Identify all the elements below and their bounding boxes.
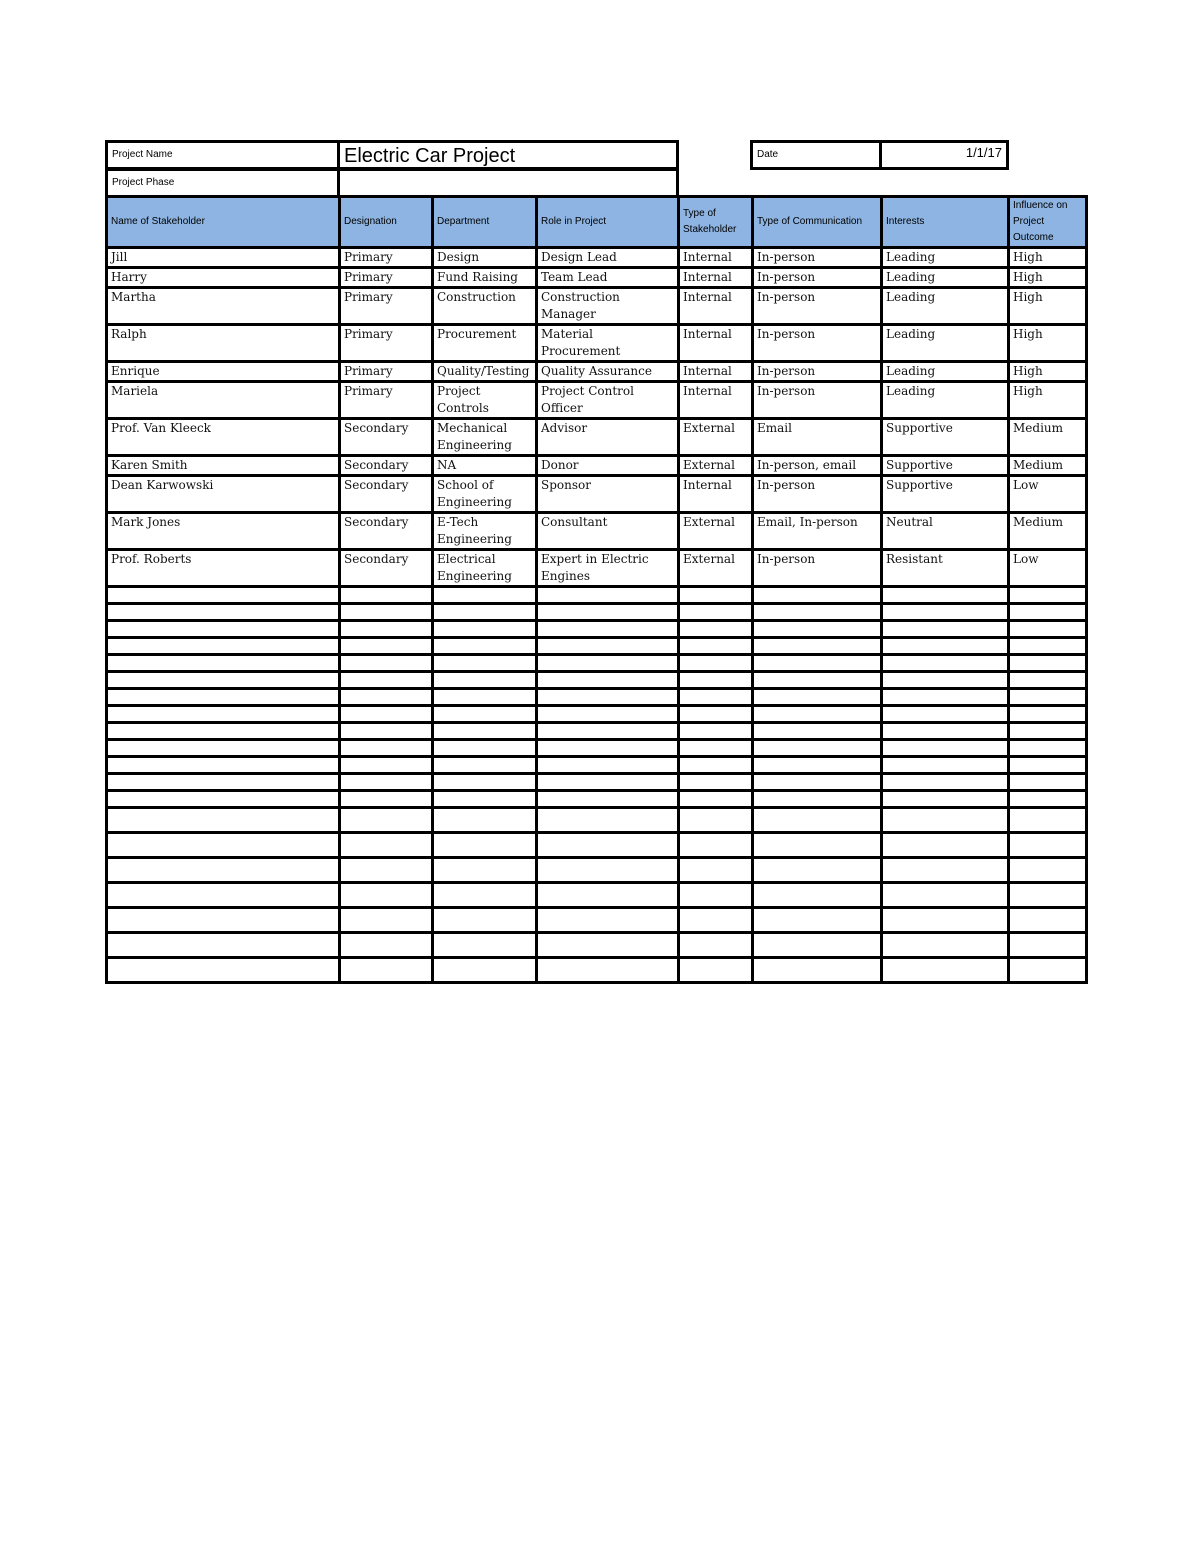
empty-cell[interactable] [753,723,882,740]
empty-cell[interactable] [340,958,433,983]
empty-cell[interactable] [433,883,537,908]
empty-cell[interactable] [753,774,882,791]
empty-cell[interactable] [340,723,433,740]
empty-cell[interactable] [1009,908,1087,933]
empty-cell[interactable] [679,672,753,689]
empty-cell[interactable] [753,689,882,706]
table-row [107,288,1087,325]
cell[interactable]: E-Tech Engineering [433,513,537,550]
cell[interactable]: Supportive [882,419,1009,456]
empty-cell[interactable] [340,604,433,621]
cell[interactable]: Sponsor [537,476,679,513]
empty-cell[interactable] [1009,723,1087,740]
empty-cell[interactable] [882,833,1009,858]
empty-cell[interactable] [537,672,679,689]
empty-cell[interactable] [882,883,1009,908]
empty-row [107,958,1087,983]
empty-cell[interactable] [433,933,537,958]
empty-cell[interactable] [537,883,679,908]
cell[interactable]: Mechanical Engineering [433,419,537,456]
cell[interactable]: Procurement [433,325,537,362]
empty-cell[interactable] [882,655,1009,672]
empty-cell[interactable] [1009,833,1087,858]
cell[interactable]: NA [433,456,537,476]
cell[interactable]: Primary [340,382,433,419]
empty-cell[interactable] [882,706,1009,723]
column-header: Department [433,197,537,248]
empty-cell[interactable] [537,774,679,791]
table-row [107,382,1087,419]
empty-cell[interactable] [679,655,753,672]
empty-cell[interactable] [882,672,1009,689]
empty-row [107,723,1087,740]
empty-cell[interactable] [882,791,1009,808]
empty-cell[interactable] [107,672,340,689]
cell[interactable]: Martha [107,288,340,325]
empty-cell[interactable] [679,689,753,706]
cell[interactable]: Dean Karwowski [107,476,340,513]
cell[interactable]: Quality Assurance [537,362,679,382]
empty-cell[interactable] [107,858,340,883]
cell[interactable]: Mark Jones [107,513,340,550]
cell[interactable]: Material Procurement [537,325,679,362]
empty-cell[interactable] [1009,757,1087,774]
cell[interactable]: Primary [340,288,433,325]
header-row [107,197,1087,248]
empty-cell[interactable] [882,621,1009,638]
empty-cell[interactable] [679,958,753,983]
empty-cell[interactable] [882,604,1009,621]
empty-cell[interactable] [537,740,679,757]
cell[interactable]: Email, In-person [753,513,882,550]
empty-row [107,689,1087,706]
cell[interactable]: Internal [679,476,753,513]
empty-cell[interactable] [107,933,340,958]
empty-cell[interactable] [340,740,433,757]
cell[interactable]: Leading [882,325,1009,362]
empty-row [107,655,1087,672]
empty-row [107,740,1087,757]
empty-cell[interactable] [753,587,882,604]
cell[interactable]: Advisor [537,419,679,456]
empty-cell[interactable] [107,604,340,621]
cell[interactable]: High [1009,248,1087,268]
empty-cell[interactable] [107,706,340,723]
empty-cell[interactable] [340,933,433,958]
cell[interactable]: External [679,419,753,456]
empty-cell[interactable] [753,757,882,774]
empty-cell[interactable] [537,908,679,933]
cell[interactable]: Electrical Engineering [433,550,537,587]
cell[interactable]: Construction Manager [537,288,679,325]
empty-cell[interactable] [340,883,433,908]
empty-cell[interactable] [882,808,1009,833]
empty-cell[interactable] [753,740,882,757]
cell[interactable]: Donor [537,456,679,476]
empty-cell[interactable] [1009,883,1087,908]
cell[interactable]: High [1009,268,1087,288]
cell[interactable]: Primary [340,248,433,268]
empty-row [107,933,1087,958]
cell[interactable]: Secondary [340,476,433,513]
cell[interactable]: Secondary [340,513,433,550]
empty-cell[interactable] [107,958,340,983]
empty-cell[interactable] [679,706,753,723]
empty-cell[interactable] [1009,689,1087,706]
empty-cell[interactable] [1009,672,1087,689]
cell[interactable]: Leading [882,268,1009,288]
empty-cell[interactable] [1009,858,1087,883]
cell[interactable]: Consultant [537,513,679,550]
cell[interactable]: External [679,550,753,587]
cell[interactable]: Medium [1009,456,1087,476]
cell[interactable]: Primary [340,268,433,288]
empty-cell[interactable] [753,638,882,655]
empty-cell[interactable] [433,791,537,808]
column-header: Interests [882,197,1009,248]
empty-cell[interactable] [679,833,753,858]
empty-cell[interactable] [1009,740,1087,757]
empty-cell[interactable] [537,655,679,672]
empty-cell[interactable] [537,858,679,883]
cell[interactable]: Secondary [340,550,433,587]
cell[interactable]: Jill [107,248,340,268]
empty-cell[interactable] [753,706,882,723]
cell[interactable]: Internal [679,362,753,382]
cell[interactable]: Internal [679,248,753,268]
empty-cell[interactable] [753,655,882,672]
empty-cell[interactable] [433,808,537,833]
cell[interactable]: Primary [340,325,433,362]
cell[interactable]: External [679,513,753,550]
table-row [107,419,1087,456]
empty-cell[interactable] [340,791,433,808]
cell[interactable]: Internal [679,288,753,325]
empty-row [107,774,1087,791]
empty-cell[interactable] [753,833,882,858]
empty-cell[interactable] [1009,638,1087,655]
column-header: Designation [340,197,433,248]
table-row [107,476,1087,513]
empty-cell[interactable] [340,833,433,858]
cell[interactable]: Low [1009,476,1087,513]
cell[interactable]: Neutral [882,513,1009,550]
empty-cell[interactable] [1009,933,1087,958]
cell[interactable]: Enrique [107,362,340,382]
cell[interactable]: Medium [1009,419,1087,456]
empty-cell[interactable] [679,604,753,621]
cell[interactable]: In-person [753,550,882,587]
empty-cell[interactable] [679,587,753,604]
project-name-label: Project Name [105,140,340,170]
empty-cell[interactable] [107,908,340,933]
empty-cell[interactable] [679,757,753,774]
empty-row [107,757,1087,774]
empty-cell[interactable] [340,706,433,723]
empty-cell[interactable] [1009,587,1087,604]
empty-cell[interactable] [340,638,433,655]
empty-cell[interactable] [679,791,753,808]
cell[interactable]: In-person [753,268,882,288]
empty-cell[interactable] [1009,621,1087,638]
empty-cell[interactable] [537,958,679,983]
empty-cell[interactable] [340,655,433,672]
empty-cell[interactable] [433,638,537,655]
cell[interactable]: Supportive [882,476,1009,513]
cell[interactable]: High [1009,382,1087,419]
empty-cell[interactable] [537,808,679,833]
cell[interactable]: In-person [753,248,882,268]
empty-cell[interactable] [679,858,753,883]
table-row [107,456,1087,476]
table-row [107,325,1087,362]
empty-cell[interactable] [433,621,537,638]
cell[interactable]: Fund Raising [433,268,537,288]
empty-cell[interactable] [882,933,1009,958]
empty-cell[interactable] [882,757,1009,774]
empty-row [107,883,1087,908]
cell[interactable]: Internal [679,325,753,362]
empty-cell[interactable] [1009,958,1087,983]
empty-row [107,706,1087,723]
cell[interactable]: In-person [753,362,882,382]
empty-cell[interactable] [107,757,340,774]
empty-cell[interactable] [537,638,679,655]
cell[interactable]: Prof. Roberts [107,550,340,587]
empty-cell[interactable] [107,883,340,908]
cell[interactable]: Leading [882,382,1009,419]
empty-cell[interactable] [107,808,340,833]
empty-cell[interactable] [753,672,882,689]
cell[interactable]: Mariela [107,382,340,419]
empty-cell[interactable] [107,587,340,604]
cell[interactable]: Design Lead [537,248,679,268]
empty-row [107,621,1087,638]
empty-cell[interactable] [679,723,753,740]
empty-row [107,587,1087,604]
cell[interactable]: Secondary [340,419,433,456]
empty-cell[interactable] [107,655,340,672]
empty-cell[interactable] [107,621,340,638]
project-phase-value[interactable] [337,168,679,198]
empty-row [107,908,1087,933]
cell[interactable]: Leading [882,288,1009,325]
empty-cell[interactable] [107,791,340,808]
empty-cell[interactable] [753,958,882,983]
empty-cell[interactable] [537,791,679,808]
empty-cell[interactable] [679,621,753,638]
column-header: Influence on Project Outcome [1009,197,1087,248]
empty-cell[interactable] [340,774,433,791]
empty-cell[interactable] [753,933,882,958]
empty-cell[interactable] [882,908,1009,933]
empty-cell[interactable] [537,621,679,638]
empty-cell[interactable] [882,740,1009,757]
empty-cell[interactable] [433,689,537,706]
empty-cell[interactable] [753,791,882,808]
table-row [107,268,1087,288]
empty-cell[interactable] [537,706,679,723]
cell[interactable]: Internal [679,268,753,288]
empty-cell[interactable] [882,689,1009,706]
empty-cell[interactable] [753,604,882,621]
empty-cell[interactable] [340,858,433,883]
cell[interactable]: Quality/Testing [433,362,537,382]
cell[interactable]: Karen Smith [107,456,340,476]
empty-cell[interactable] [1009,774,1087,791]
empty-cell[interactable] [433,958,537,983]
empty-row [107,638,1087,655]
empty-cell[interactable] [340,908,433,933]
empty-cell[interactable] [882,858,1009,883]
column-header: Type of Stakeholder [679,197,753,248]
cell[interactable]: Supportive [882,456,1009,476]
empty-cell[interactable] [537,757,679,774]
empty-cell[interactable] [433,740,537,757]
empty-cell[interactable] [679,908,753,933]
empty-cell[interactable] [679,774,753,791]
cell[interactable]: Ralph [107,325,340,362]
empty-cell[interactable] [107,740,340,757]
empty-cell[interactable] [433,858,537,883]
empty-cell[interactable] [433,706,537,723]
empty-cell[interactable] [882,638,1009,655]
empty-cell[interactable] [1009,655,1087,672]
empty-cell[interactable] [107,774,340,791]
cell[interactable]: Secondary [340,456,433,476]
empty-cell[interactable] [753,883,882,908]
empty-cell[interactable] [340,621,433,638]
empty-cell[interactable] [107,723,340,740]
cell[interactable]: In-person [753,325,882,362]
empty-cell[interactable] [1009,808,1087,833]
empty-cell[interactable] [753,858,882,883]
empty-cell[interactable] [433,723,537,740]
empty-cell[interactable] [107,638,340,655]
empty-cell[interactable] [433,604,537,621]
empty-cell[interactable] [340,587,433,604]
cell[interactable]: In-person [753,288,882,325]
empty-cell[interactable] [340,689,433,706]
empty-cell[interactable] [882,723,1009,740]
empty-row [107,808,1087,833]
cell[interactable]: Project Controls [433,382,537,419]
empty-cell[interactable] [433,587,537,604]
empty-cell[interactable] [1009,604,1087,621]
cell[interactable]: High [1009,362,1087,382]
cell[interactable]: Resistant [882,550,1009,587]
cell[interactable]: Prof. Van Kleeck [107,419,340,456]
cell[interactable]: High [1009,288,1087,325]
empty-cell[interactable] [753,908,882,933]
empty-cell[interactable] [537,604,679,621]
column-header: Type of Communication [753,197,882,248]
empty-cell[interactable] [679,933,753,958]
cell[interactable]: Design [433,248,537,268]
cell[interactable]: Project Control Officer [537,382,679,419]
cell[interactable]: In-person [753,382,882,419]
table-row [107,513,1087,550]
empty-row [107,791,1087,808]
empty-cell[interactable] [882,774,1009,791]
empty-row [107,604,1087,621]
empty-cell[interactable] [882,958,1009,983]
cell[interactable]: External [679,456,753,476]
stakeholder-table [105,195,1088,984]
cell[interactable]: Medium [1009,513,1087,550]
empty-cell[interactable] [679,883,753,908]
empty-cell[interactable] [433,655,537,672]
cell[interactable]: Construction [433,288,537,325]
empty-cell[interactable] [433,757,537,774]
cell[interactable]: Expert in Electric Engines [537,550,679,587]
cell[interactable]: Team Lead [537,268,679,288]
empty-cell[interactable] [107,689,340,706]
cell[interactable]: In-person, email [753,456,882,476]
empty-row [107,833,1087,858]
project-phase-label: Project Phase [105,168,340,198]
project-name-value[interactable]: Electric Car Project [337,140,679,170]
empty-cell[interactable] [679,808,753,833]
empty-cell[interactable] [753,621,882,638]
empty-cell[interactable] [537,689,679,706]
column-header: Name of Stakeholder [107,197,340,248]
empty-cell[interactable] [433,833,537,858]
empty-row [107,672,1087,689]
empty-cell[interactable] [340,672,433,689]
table-row [107,248,1087,268]
cell[interactable]: Primary [340,362,433,382]
cell[interactable]: School of Engineering [433,476,537,513]
empty-cell[interactable] [1009,791,1087,808]
cell[interactable]: Leading [882,362,1009,382]
cell[interactable]: Harry [107,268,340,288]
empty-cell[interactable] [753,808,882,833]
empty-cell[interactable] [537,833,679,858]
date-value[interactable]: 1/1/17 [879,140,1009,170]
cell[interactable]: In-person [753,476,882,513]
table-row [107,362,1087,382]
empty-row [107,858,1087,883]
empty-cell[interactable] [882,587,1009,604]
empty-cell[interactable] [537,587,679,604]
empty-cell[interactable] [340,808,433,833]
empty-cell[interactable] [1009,706,1087,723]
empty-cell[interactable] [679,638,753,655]
table-row [107,550,1087,587]
empty-cell[interactable] [433,672,537,689]
empty-cell[interactable] [679,740,753,757]
empty-cell[interactable] [537,723,679,740]
empty-cell[interactable] [340,757,433,774]
column-header: Role in Project [537,197,679,248]
cell[interactable]: Email [753,419,882,456]
cell[interactable]: High [1009,325,1087,362]
empty-cell[interactable] [433,908,537,933]
cell[interactable]: Internal [679,382,753,419]
cell[interactable]: Low [1009,550,1087,587]
date-label: Date [750,140,882,170]
empty-cell[interactable] [107,833,340,858]
empty-cell[interactable] [433,774,537,791]
cell[interactable]: Leading [882,248,1009,268]
empty-cell[interactable] [537,933,679,958]
